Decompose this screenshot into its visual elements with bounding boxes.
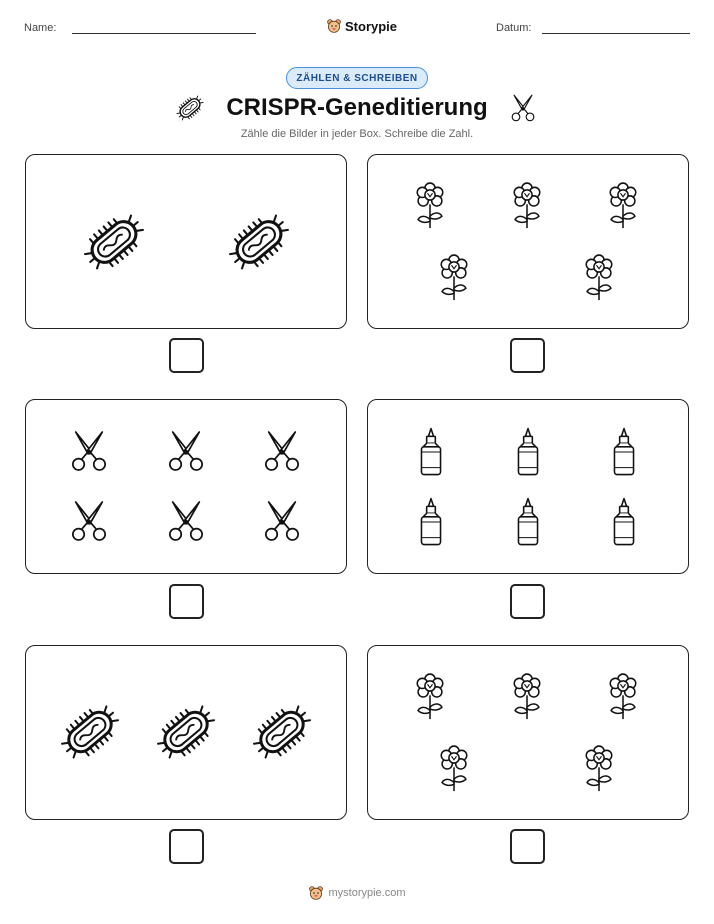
count-box-2 [367,154,689,329]
scissors-icon [167,428,205,474]
scissors-icon [263,428,301,474]
category-badge: ZÄHLEN & SCHREIBEN [286,67,428,89]
answer-box-3[interactable] [169,584,204,619]
flower-icon [606,672,640,722]
instructions: Zähle die Bilder in jeder Box. Schreibe die Zahl. [240,128,474,140]
storypie-logo-icon [326,18,342,34]
flower-icon [582,253,616,303]
bottle-icon [515,426,541,478]
scissors-icon [70,428,108,474]
bottle-icon [611,496,637,548]
name-line[interactable] [72,33,256,34]
scissors-icon [510,94,536,122]
bacterium-icon [252,702,312,762]
flower-icon [510,672,544,722]
bacterium-icon [228,211,290,273]
storypie-logo-icon [308,885,324,901]
count-box-1 [25,154,347,329]
bottle-icon [515,496,541,548]
answer-box-1[interactable] [169,338,204,373]
bottle-icon [611,426,637,478]
date-label: Datum: [496,22,532,34]
scissors-icon [263,498,301,544]
count-box-3 [25,399,347,574]
answer-box-2[interactable] [510,338,545,373]
date-line[interactable] [542,33,690,34]
flower-icon [413,181,447,231]
bacterium-icon [60,702,120,762]
flower-icon [510,181,544,231]
footer-url[interactable]: mystorypie.com [328,887,406,899]
page-title: CRISPR-Geneditierung [226,94,488,121]
bottle-icon [418,496,444,548]
scissors-icon [167,498,205,544]
brand-name: Storypie [345,18,398,34]
flower-icon [582,744,616,794]
count-box-4 [367,399,689,574]
title-row [0,92,714,124]
answer-box-5[interactable] [169,829,204,864]
flower-icon [437,253,471,303]
worksheet-header [0,18,714,38]
footer [0,885,714,901]
bacterium-icon [83,211,145,273]
bacterium-icon [156,702,216,762]
count-box-5 [25,645,347,820]
count-box-6 [367,645,689,820]
flower-icon [606,181,640,231]
name-label: Name: [24,22,57,34]
answer-box-6[interactable] [510,829,545,864]
flower-icon [413,672,447,722]
answer-box-4[interactable] [510,584,545,619]
flower-icon [437,744,471,794]
scissors-icon [70,498,108,544]
brand [326,18,397,34]
bottle-icon [418,426,444,478]
